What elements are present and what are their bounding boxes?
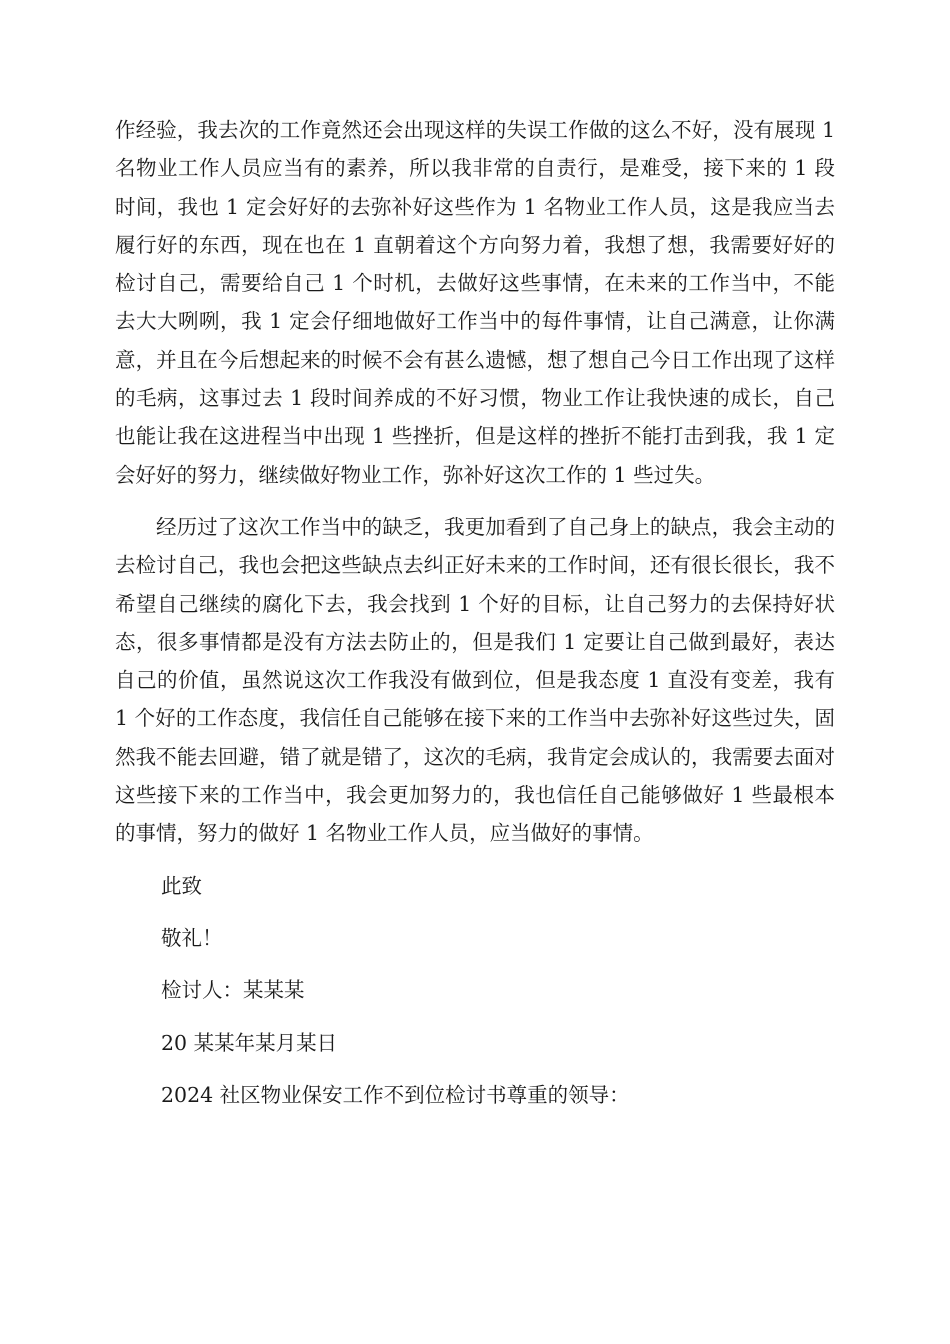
paragraph-continuation: 作经验，我去次的工作竟然还会出现这样的失误工作做的这么不好，没有展现 1 名物业工作人员应当有的素养，所以我非常的自责行，是难受，接下来的 1 段时间，我也 1 定会好好的去弥补好这些作为 1 名物业工作人员，这是我应当去履行好的东西，现在也在 1 直朝着这个方向努力着，我想了想，我需要好好的检讨自己，需要给自己 1 个时机，去做好这些事情，在未来的工作当中，不能去大大咧咧，我 1 定会仔细地做好工作当中的每件事情，让自己满意，让你满意，并且在今后想起来的时候不会有甚么遗憾，想了想自己今日工作出现了这样的毛病，这事过去 1 段时间养成的不好习惯，物业工作让我快速的成长，自己也能让我在这进程当中出现 1 些挫折，但是这样的挫折不能打击到我，我 1 定会好好的努力，继续做好物业工作，弥补好这次工作的 1 些过失。: [115, 118, 835, 487]
salute-line: 敬礼！: [161, 925, 223, 950]
document-body: [115, 111, 835, 1114]
signer-line: 检讨人：某某某: [161, 978, 305, 1003]
paragraph-reflection: 经历过了这次工作当中的缺乏，我更加看到了自己身上的缺点，我会主动的去检讨自己，我也会把这些缺点去纠正好未来的工作时间，还有很长很长，我不希望自己继续的腐化下去，我会找到 1 个好的目标，让自己努力的去保持好状态，很多事情都是没有方法去防止的，但是我们 1 定要让自己做到最好，表达自己的价值，虽然说这次工作我没有做到位，但是我态度 1 直没有变差，我有 1 个好的工作态度，我信任自己能够在接下来的工作当中去弥补好这些过失，固然我不能去回避，错了就是错了，这次的毛病，我肯定会成认的，我需要去面对这些接下来的工作当中，我会更加努力的，我也信任自己能够做好 1 些最根本的事情，努力的做好 1 名物业工作人员，应当做好的事情。: [115, 514, 835, 846]
next-document-title: 2024 社区物业保安工作不到位检讨书尊重的领导：: [161, 1082, 630, 1107]
closing-line: 此致: [161, 873, 202, 898]
date-line: 20 某某年某月某日: [161, 1030, 338, 1055]
